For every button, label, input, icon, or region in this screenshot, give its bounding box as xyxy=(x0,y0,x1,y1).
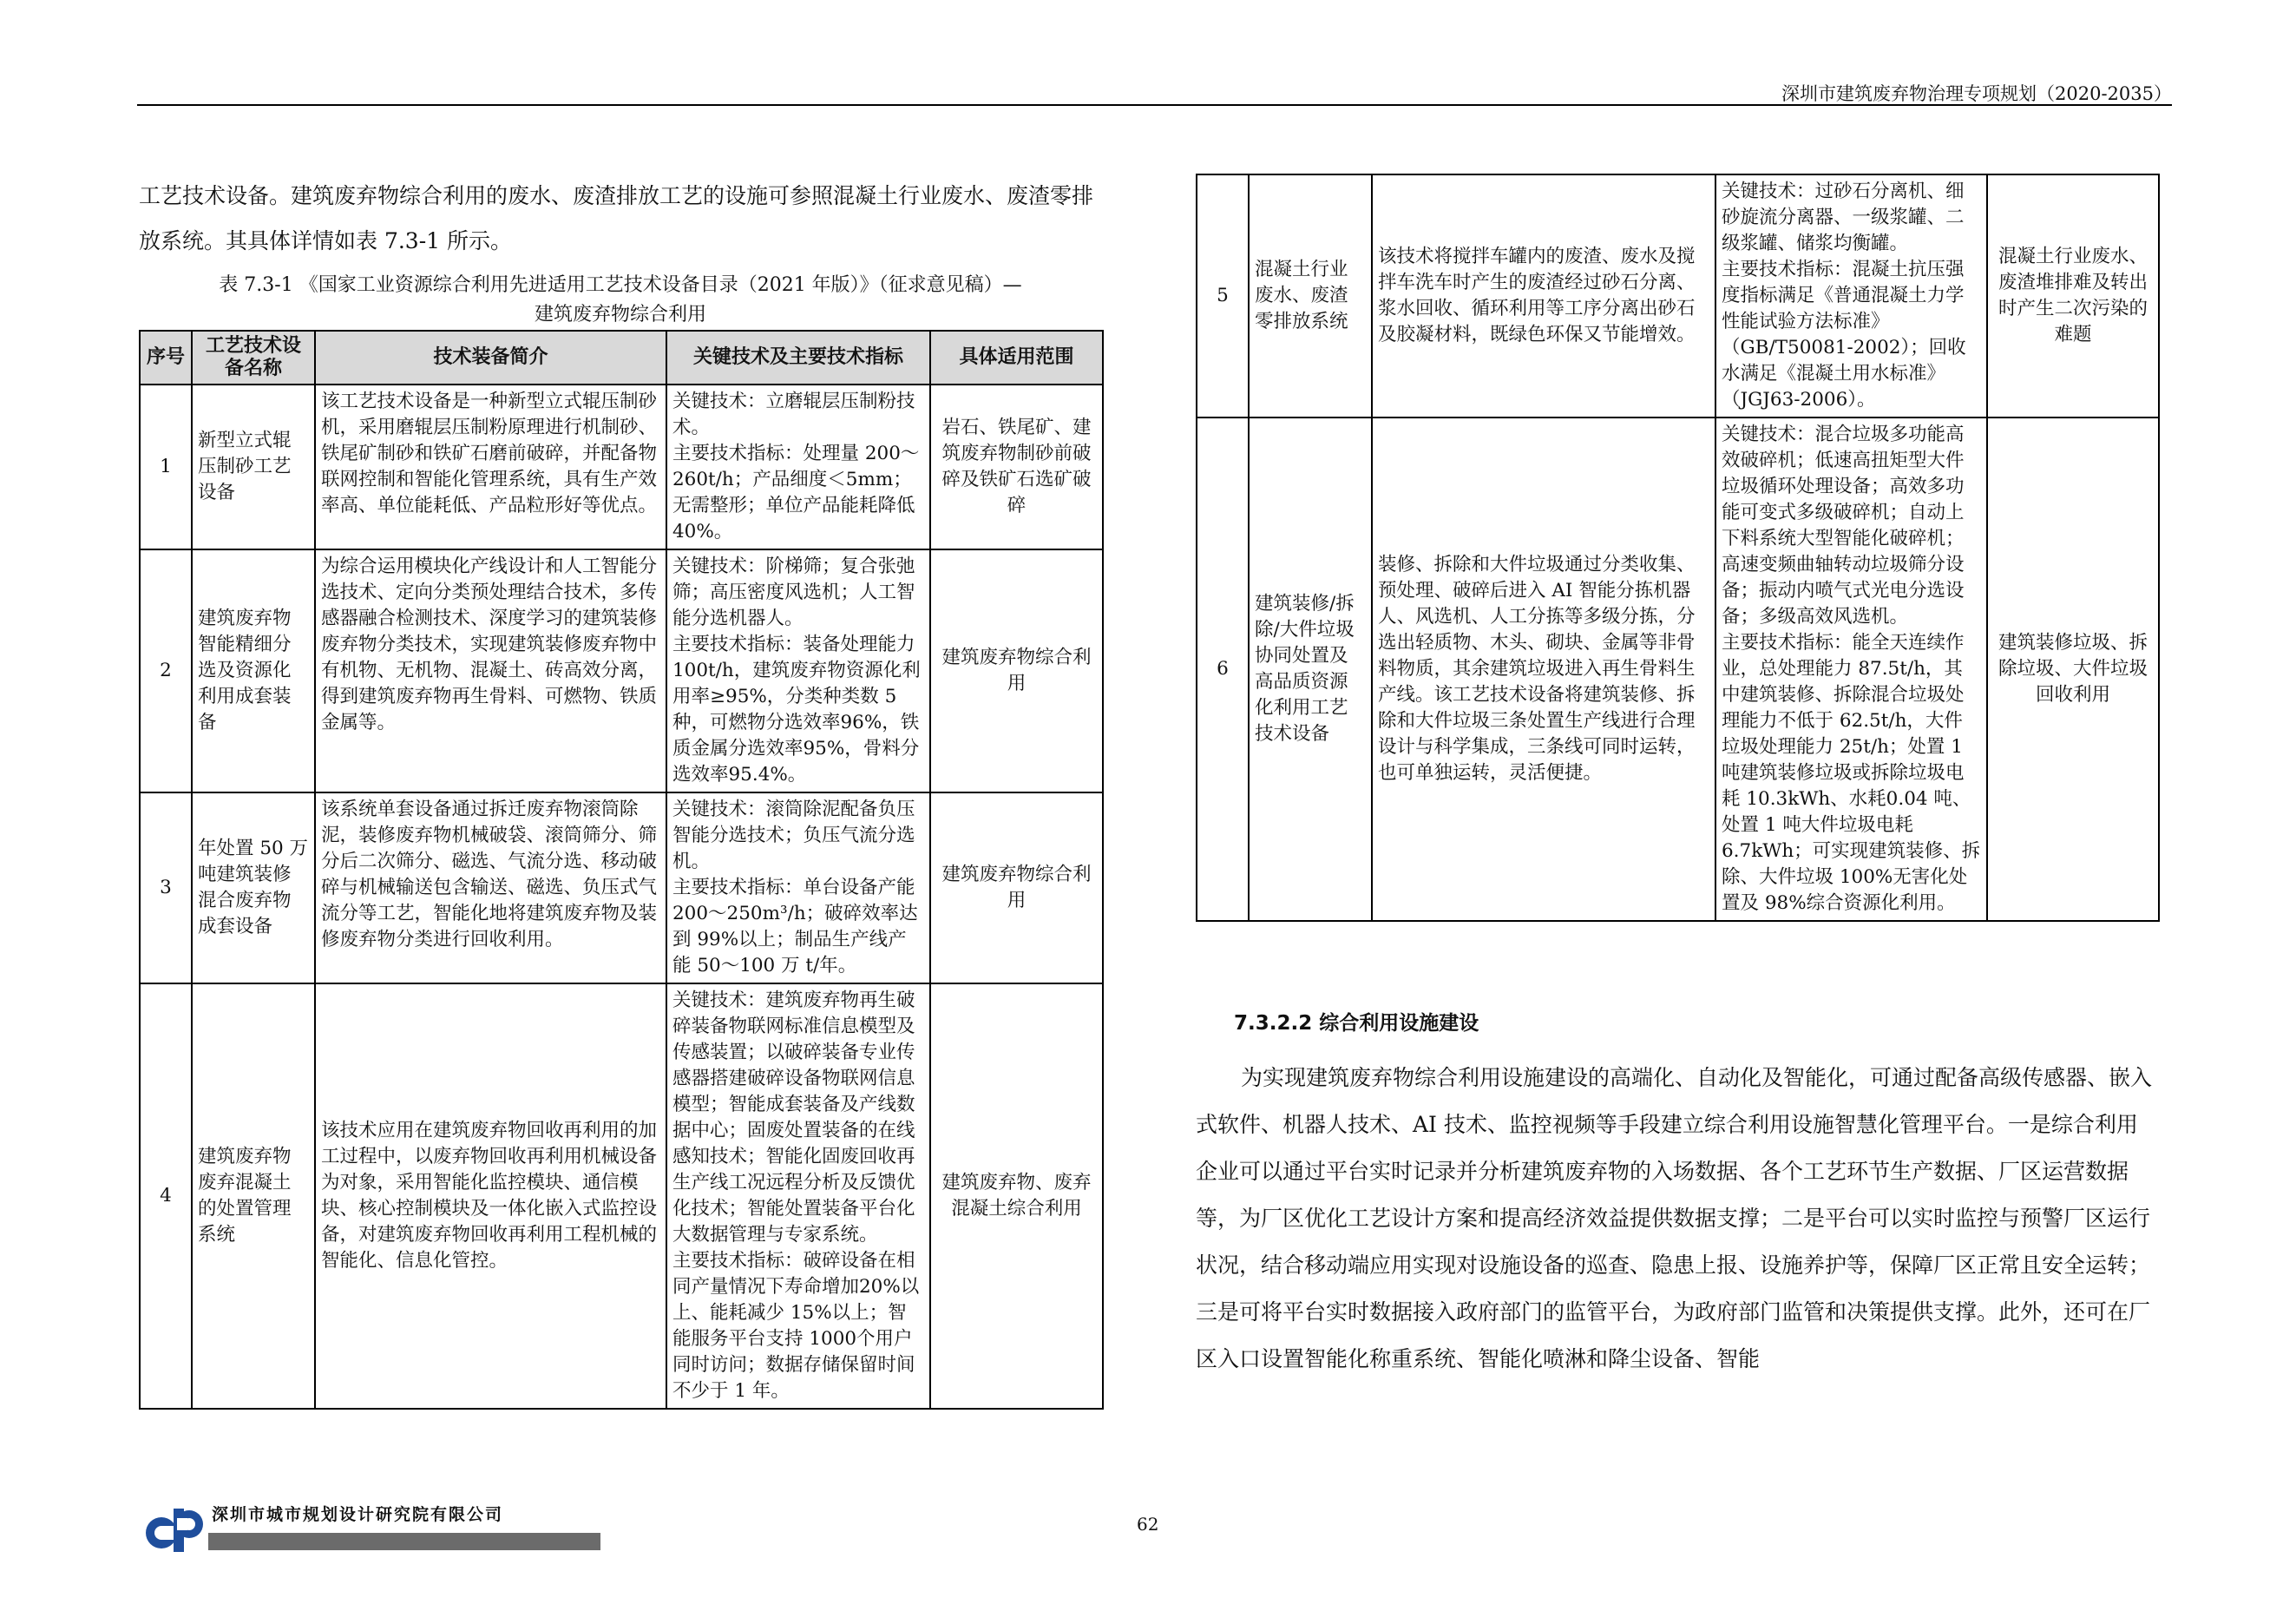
table-row xyxy=(140,549,1103,792)
row-no: 5 xyxy=(1197,174,1249,418)
table-row xyxy=(140,983,1103,1409)
row-scope: 建筑废弃物、废弃混凝土综合利用 xyxy=(930,983,1103,1409)
table-continuation xyxy=(1196,174,2158,922)
table-row xyxy=(1197,174,2159,418)
row-tech: 关键技术：过砂石分离机、细砂旋流分离器、一级浆罐、二级浆罐、储浆均衡罐。 主要技术指标：混凝土抗压强度指标满足《普通混凝土力学性能试验方法标准》（GB/T50081-2002）；回收水满足《混凝土用水标准》（JGJ63-2006）。 xyxy=(1715,174,1987,418)
table-row xyxy=(1197,418,2159,921)
col-header-tech: 关键技术及主要技术指标 xyxy=(666,331,930,385)
table-caption-line1: 表 7.3-1 《国家工业资源综合利用先进适用工艺技术设备目录（2021 年版）》（征求意见稿）— xyxy=(219,274,1022,296)
org-name-en: URBAN PLANNING & DESIGN INSTITUTE OF SHENZHEN xyxy=(290,1566,725,1578)
row-intro: 为综合运用模块化产线设计和人工智能分选技术、定向分类预处理结合技术，多传感器融合检测技术、深度学习的建筑装修废弃物分类技术，实现建筑装修废弃物中有机物、无机物、混凝土、砖高效分离，得到建筑废弃物再生骨料、可燃物、铁质金属等。 xyxy=(315,549,666,792)
intro-paragraph: 工艺技术设备。建筑废弃物综合利用的废水、废渣排放工艺的设施可参照混凝土行业废水、废渣零排放系统。其具体详情如表 7.3-1 所示。 xyxy=(139,183,1094,253)
org-name-cn: 深圳市城市规划设计研究院有限公司 xyxy=(212,1505,504,1524)
row-scope: 建筑废弃物综合利用 xyxy=(930,549,1103,792)
equipment-table-continued xyxy=(1196,174,2160,922)
row-name: 建筑废弃物废弃混凝土的处置管理系统 xyxy=(192,983,315,1409)
row-intro: 该技术应用在建筑废弃物回收再利用的加工过程中，以废弃物回收再利用机械设备为对象，采用智能化监控模块、通信模块、核心控制模块及一体化嵌入式监控设备，对建筑废弃物回收再利用工程机械的智能化、信息化管控。 xyxy=(315,983,666,1409)
org-name-bar xyxy=(208,1533,725,1578)
row-intro: 该系统单套设备通过拆迁废弃物滚筒除泥，装修废弃物机械破袋、滚筒筛分、筛分后二次筛分、磁选、气流分选、移动破碎与机械输送包含输送、磁选、负压式气流分等工艺，智能化地将建筑废弃物及装修废弃物分类进行回收利用。 xyxy=(315,792,666,983)
right-body xyxy=(1196,1007,2159,1383)
row-no: 3 xyxy=(140,792,192,983)
row-scope: 建筑废弃物综合利用 xyxy=(930,792,1103,983)
table-row xyxy=(140,792,1103,983)
row-tech: 关键技术：立磨辊层压制粉技术。 主要技术指标：处理量 200～260t/h；产品细度＜5mm；无需整形；单位产品能耗降低 40%。 xyxy=(666,385,930,549)
row-name: 建筑废弃物智能精细分选及资源化利用成套装备 xyxy=(192,549,315,792)
row-tech: 关键技术：阶梯筛；复合张弛筛；高压密度风选机；人工智能分选机器人。 主要技术指标：装备处理能力 100t/h，建筑废弃物资源化利用率≥95%，分类种类数 5 种，可燃物分选效率96%，铁质金属分选效率95%，骨料分选效率95.4%。 xyxy=(666,549,930,792)
row-scope: 混凝土行业废水、废渣堆排难及转出时产生二次污染的难题 xyxy=(1987,174,2159,418)
row-name: 年处置 50 万吨建筑装修混合废弃物成套设备 xyxy=(192,792,315,983)
row-intro: 该技术将搅拌车罐内的废渣、废水及搅拌车洗车时产生的废渣经过砂石分离、浆水回收、循环利用等工序分离出砂石及胶凝材料，既绿色环保又节能增效。 xyxy=(1372,174,1715,418)
equipment-table xyxy=(139,330,1104,1410)
row-name: 建筑装修/拆除/大件垃圾协同处置及高品质资源化利用工艺技术设备 xyxy=(1249,418,1372,921)
row-tech: 关键技术：混合垃圾多功能高效破碎机；低速高扭矩型大件垃圾循环处理设备；高效多功能可变式多级破碎机；自动上下料系统大型智能化破碎机；高速变频曲轴转动垃圾筛分设备；振动内喷气式光电分选设备；多级高效风选机。 主要技术指标：能全天连续作业，总处理能力 87.5t/h，其中建筑装修、拆除混合垃圾处理能力不低于 62.5t/h，大件垃圾处理能力 25t/h；处置 1 吨建筑装修垃圾或拆除垃圾电耗 10.3kWh、水耗0.04 吨、处置 1 吨大件垃圾电耗 6.7kWh；可实现建筑装修、拆除、大件垃圾 100%无害化处置及 98%综合资源化利用。 xyxy=(1715,418,1987,921)
row-no: 2 xyxy=(140,549,192,792)
footer-logo xyxy=(139,1502,725,1578)
left-column xyxy=(139,174,1102,1410)
row-tech: 关键技术：滚筒除泥配备负压智能分选技术；负压气流分选机。 主要技术指标：单台设备产能 200～250m³/h；破碎效率达到 99%以上；制品生产线产能 50～100 万 t/年。 xyxy=(666,792,930,983)
col-header-scope: 具体适用范围 xyxy=(930,331,1103,385)
running-header-title: 深圳市建筑废弃物治理专项规划（2020-2035） xyxy=(1781,83,2172,104)
col-header-intro: 技术装备简介 xyxy=(315,331,666,385)
page-number: 62 xyxy=(1137,1514,1159,1535)
row-tech: 关键技术：建筑废弃物再生破碎装备物联网标准信息模型及传感装置；以破碎装备专业传感器搭建破碎设备物联网信息模型；智能成套装备及产线数据中心；固废处置装备的在线感知技术；智能化固废回收再生产线工况远程分析及反馈优化技术；智能处置装备平台化大数据管理与专家系统。 主要技术指标：破碎设备在相同产量情况下寿命增加20%以上、能耗减少 15%以上；智能服务平台支持 1000个用户同时访问；数据存储保留时间不少于 1 年。 xyxy=(666,983,930,1409)
institute-logo-icon xyxy=(142,1503,212,1555)
body-paragraph: 为实现建筑废弃物综合利用设施建设的高端化、自动化及智能化，可通过配备高级传感器、嵌入式软件、机器人技术、AI 技术、监控视频等手段建立综合利用设施智慧化管理平台。一是综合利用企业可以通过平台实时记录并分析建筑废弃物的入场数据、各个工艺环节生产数据、厂区运营数据等，为厂区优化工艺设计方案和提高经济效益提供数据支撑；二是平台可以实时监控与预警厂区运行状况，结合移动端应用实现对设施设备的巡查、隐患上报、设施养护等，保障厂区正常且安全运转；三是可将平台实时数据接入政府部门的监管平台，为政府部门监管和决策提供支撑。此外，还可在厂区入口设置智能化称重系统、智能化喷淋和降尘设备、智能 xyxy=(1196,1065,2153,1371)
row-scope: 建筑装修垃圾、拆除垃圾、大件垃圾回收利用 xyxy=(1987,418,2159,921)
table-row xyxy=(140,385,1103,549)
row-no: 6 xyxy=(1197,418,1249,921)
col-header-name: 工艺技术设备名称 xyxy=(192,331,315,385)
table-caption xyxy=(139,271,1102,330)
row-scope: 岩石、铁尾矿、建筑废弃物制砂前破碎及铁矿石选矿破碎 xyxy=(930,385,1103,549)
row-name: 混凝土行业废水、废渣零排放系统 xyxy=(1249,174,1372,418)
row-no: 4 xyxy=(140,983,192,1409)
col-header-no: 序号 xyxy=(140,331,192,385)
row-name: 新型立式辊压制砂工艺设备 xyxy=(192,385,315,549)
row-intro: 装修、拆除和大件垃圾通过分类收集、预处理、破碎后进入 AI 智能分拣机器人、风选机、人工分拣等多级分拣，分选出轻质物、木头、砌块、金属等非骨料物质，其余建筑垃圾进入再生骨料生产线。该工艺技术设备将建筑装修、拆除和大件垃圾三条处置生产线进行合理设计与科学集成，三条线可同时运转，也可单独运转，灵活便捷。 xyxy=(1372,418,1715,921)
table-caption-line2: 建筑废弃物综合利用 xyxy=(534,304,706,325)
table-header-row xyxy=(140,331,1103,385)
header-rule xyxy=(137,104,2172,106)
section-title: 7.3.2.2 综合利用设施建设 xyxy=(1234,1012,1479,1035)
row-intro: 该工艺技术设备是一种新型立式辊压制砂机，采用磨辊层压制粉原理进行机制砂、铁尾矿制砂和铁矿石磨前破碎，并配备物联网控制和智能化管理系统，具有生产效率高、单位能耗低、产品粒形好等优点。 xyxy=(315,385,666,549)
row-no: 1 xyxy=(140,385,192,549)
